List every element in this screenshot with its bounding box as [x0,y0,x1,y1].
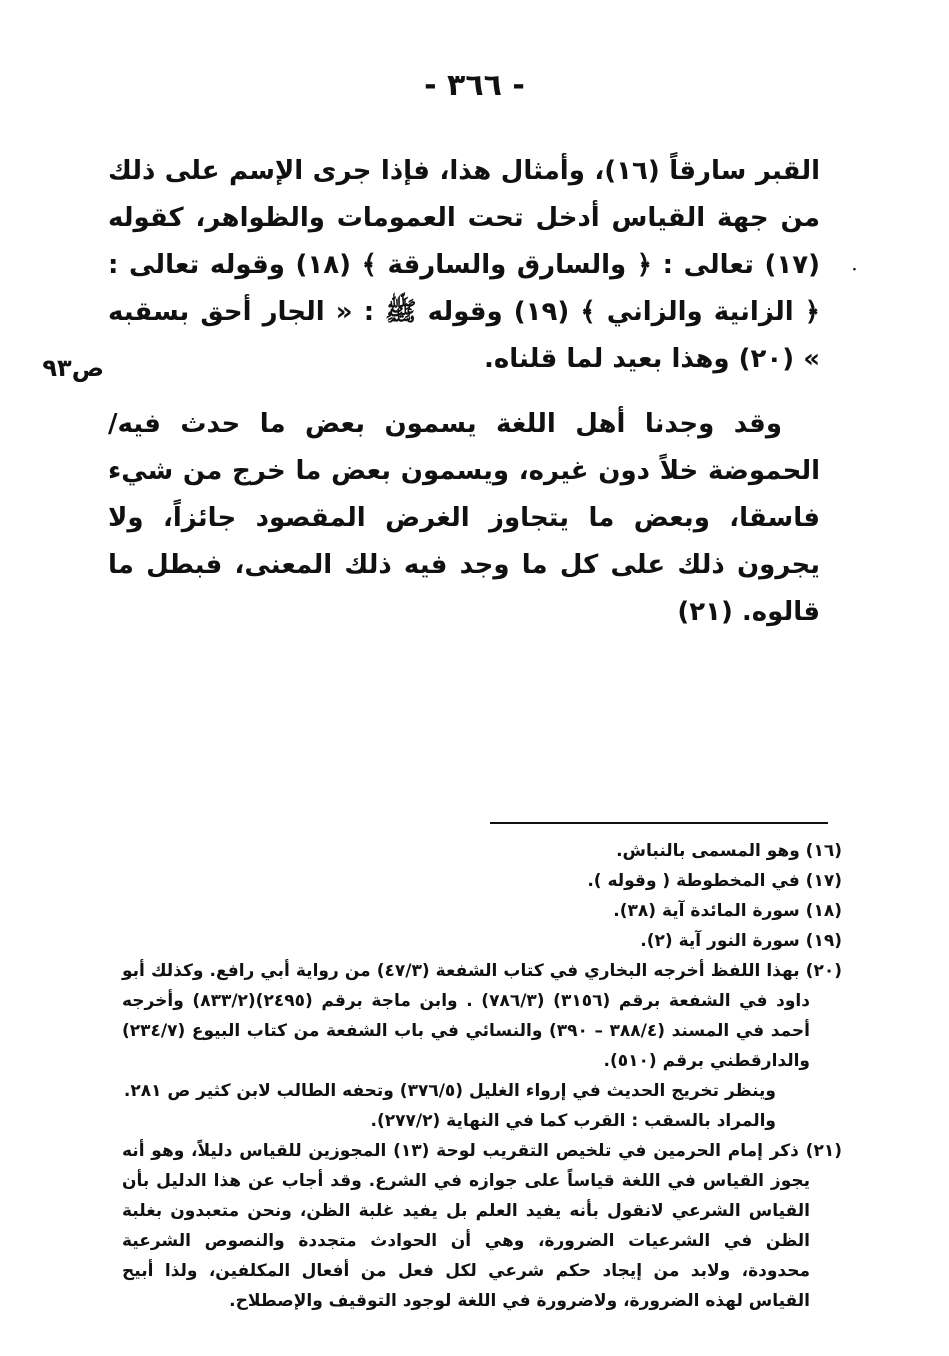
footnote-16: (١٦) وهو المسمى بالنباش. [616,841,842,861]
footnote-separator [490,822,828,824]
footnote-17: (١٧) في المخطوطة ( وقوله ). [587,871,842,891]
footnote-20-note: وينظر تخريج الحديث في إرواء الغليل (٣٧٦/٥) وتحفه الطالب لابن كثير ص ٢٨١. [123,1081,776,1101]
footnote-21: (٢١) ذكر إمام الحرمين في تلخيص التقريب لوحة (١٣) المجوزين للقياس دليلاً، وهو أنه يجوز القياس في اللغة قياساً على جوازه في الشرع. وقد أجاب عن هذا الدليل بأن القياس الشرعي لانقول بأنه يفيد العلم بل يفيد غلبة الظن، ونحن متعبدون بغلبة الظن في الشرعيات الضرورة، وهي أن الحوادث متجددة والنصوص الشرعية محدودة، ولابد من إيجاد حكم شرعي لكل فعل من أفعال المكلفين، ولذا أبيح القياس لهذه الضرورة، ولاضرورة في اللغة لوجود التوقيف والإصطلاح. [122,1141,842,1311]
body-paragraph: وقد وجدنا أهل اللغة يسمون بعض ما حدث فيه/ الحموضة خلاً دون غيره، ويسمون بعض ما خرج من شيء فاسقا، وبعض ما يتجاوز الغرض المقصود جائزاً، ولا يجرون ذلك على كل ما وجد فيه ذلك المعنى، فبطل ما قالوه. (٢١) [108,409,820,627]
footnote-20-note: والمراد بالسقب : القرب كما في النهاية (٢٧٧/٢). [370,1111,776,1131]
footnotes [122,836,842,1316]
scan-speck: · [852,262,857,278]
main-text [108,148,820,636]
page-number: - ٣٦٦ - [424,68,525,103]
manuscript-page-reference: ص٩٣ [42,354,104,382]
footnote-20: (٢٠) بهذا اللفظ أخرجه البخاري في كتاب الشفعة (٤٧/٣) من رواية أبي رافع. وكذلك أبو داود في الشفعة برقم (٣١٥٦) (٧٨٦/٣) . وابن ماجة برقم (٢٤٩٥)(٨٣٣/٢) وأخرجه أحمد في المسند (٣٨٨/٤ – ٣٩٠) والنسائي في باب الشفعة من كتاب البيوع (٢٣٤/٧) والدارقطني برقم (٥١٠). [122,961,843,1071]
footnote-18: (١٨) سورة المائدة آية (٣٨). [613,901,842,921]
footnote-19: (١٩) سورة النور آية (٢). [640,931,842,951]
body-paragraph: القبر سارقاً (١٦)، وأمثال هذا، فإذا جرى الإسم على ذلك من جهة القياس أدخل تحت العمومات والظواهر، كقوله (١٧) تعالى : ﴿ والسارق والسارقة ﴾ (١٨) وقوله تعالى : ﴿ الزانية والزاني ﴾ (١٩) وقوله ﷺ : « الجار أحق بسقبه » (٢٠) وهذا بعيد لما قلناه. [108,156,821,374]
